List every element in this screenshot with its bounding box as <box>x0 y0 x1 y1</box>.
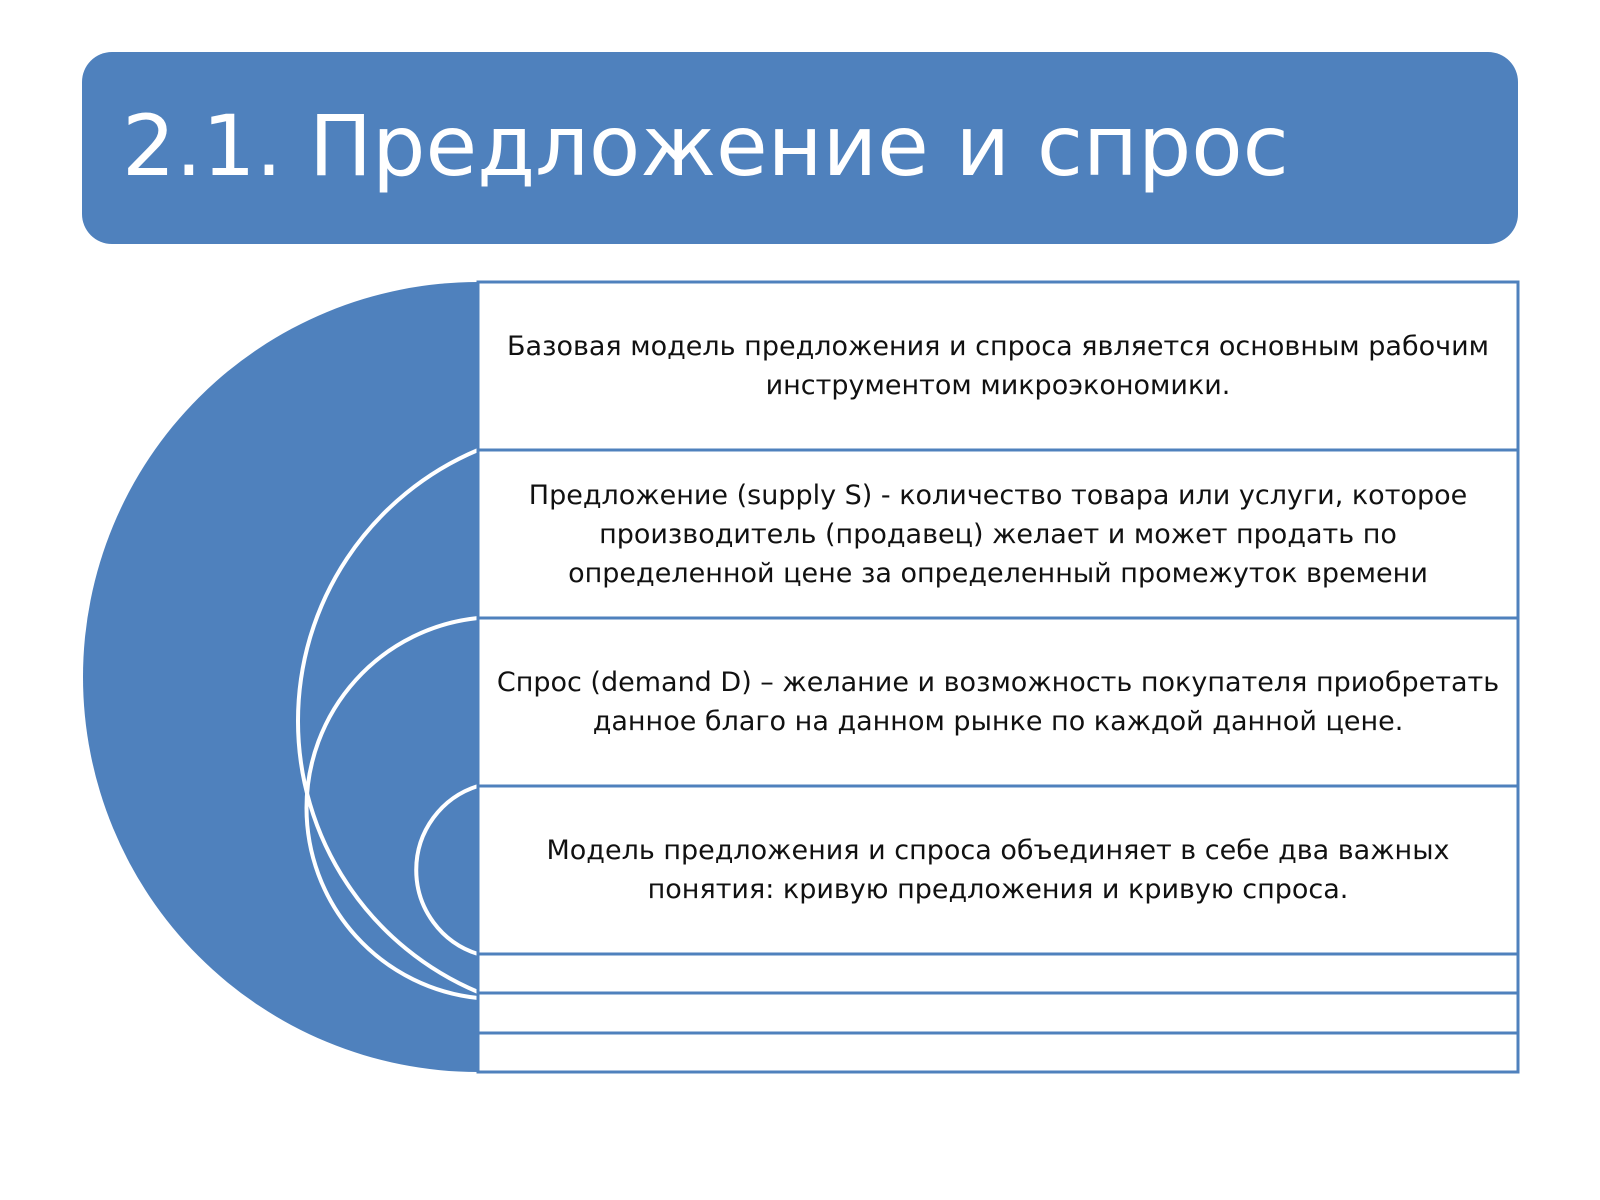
arc-fill-outer <box>83 282 478 1072</box>
row-text-2: Предложение (supply S) - количество товара или услуги, которое производитель (продавец) желает и может продать по определенной цене за определенный промежуток времени <box>528 479 1468 589</box>
row-text-1: Базовая модель предложения и спроса является основным рабочим инструментом микроэкономики. <box>507 331 1489 401</box>
row-text-3: Спрос (demand D) – желание и возможность покупателя приобретать данное благо на данном рынке по каждой данной цене. <box>496 667 1500 737</box>
row-box-empty-3 <box>478 1033 1518 1072</box>
row-text-4: Модель предложения и спроса объединяет в себе два важных понятия: кривую предложения и кривую спроса. <box>546 835 1450 905</box>
row-box-empty-2 <box>478 993 1518 1033</box>
slide-title: 2.1. Предложение и спрос <box>122 97 1289 195</box>
row-box-empty-1 <box>478 954 1518 993</box>
